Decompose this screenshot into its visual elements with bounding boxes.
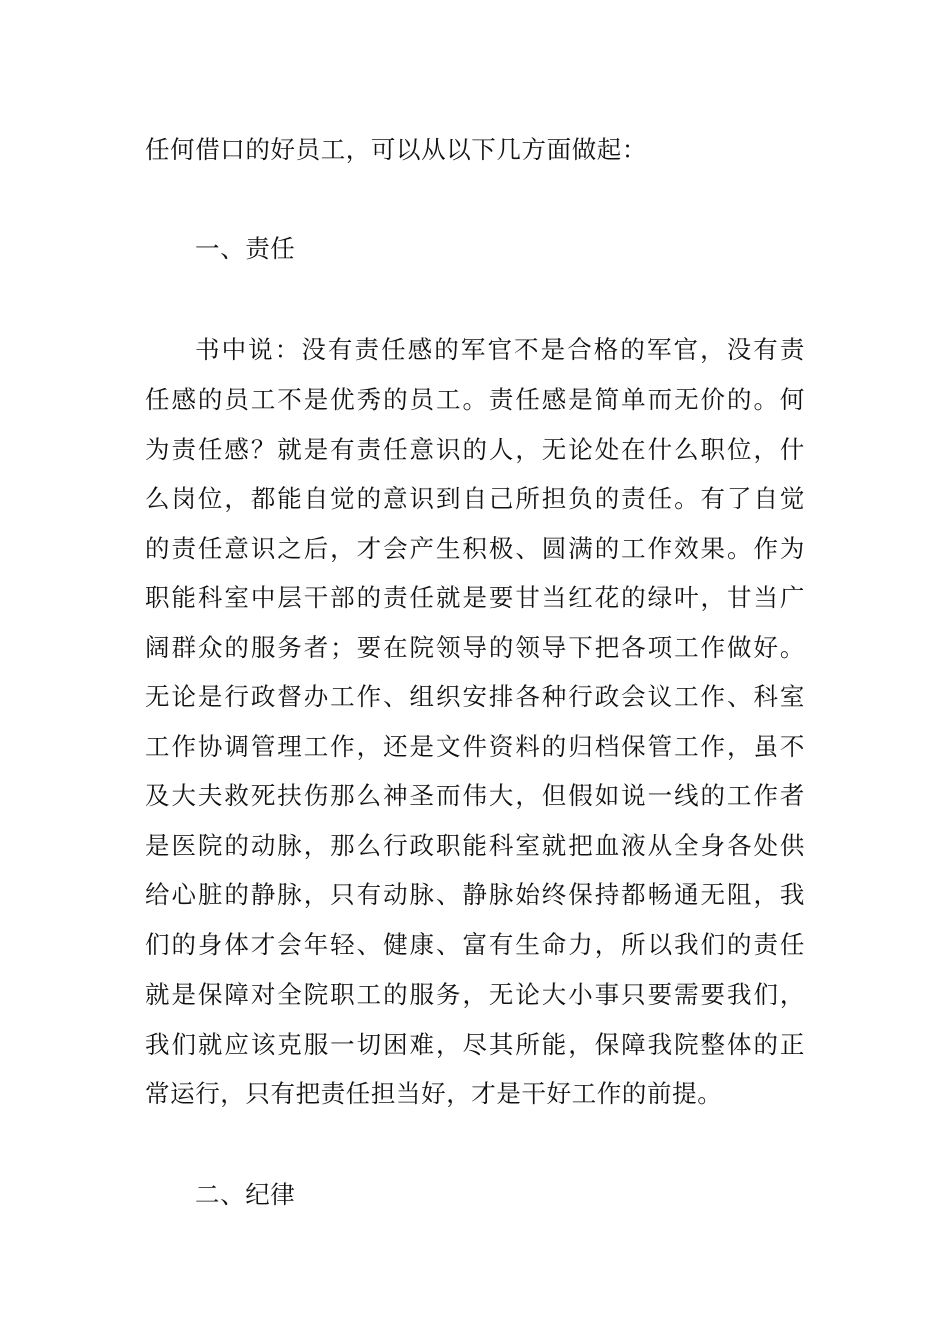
- section-heading-responsibility: 一、责任: [195, 234, 296, 263]
- paragraph-line: 是医院的动脉，那么行政职能科室就把血液从全身各处供: [145, 831, 805, 860]
- paragraph-line: 任感的员工不是优秀的员工。责任感是简单而无价的。何: [145, 385, 805, 414]
- paragraph-line: 阔群众的服务者；要在院领导的领导下把各项工作做好。: [145, 633, 805, 662]
- paragraph-line: 常运行，只有把责任担当好，才是干好工作的前提。: [145, 1079, 723, 1108]
- section-heading-discipline: 二、纪律: [195, 1180, 296, 1209]
- paragraph-line: 工作协调管理工作，还是文件资料的归档保管工作，虽不: [145, 732, 805, 761]
- paragraph-line: 的责任意识之后，才会产生积极、圆满的工作效果。作为: [145, 534, 805, 563]
- paragraph-line: 给心脏的静脉，只有动脉、静脉始终保持都畅通无阻，我: [145, 880, 805, 909]
- paragraph-line: 书中说：没有责任感的军官不是合格的军官，没有责: [195, 335, 805, 364]
- paragraph-line: 我们就应该克服一切困难，尽其所能，保障我院整体的正: [145, 1030, 805, 1059]
- paragraph-line: 们的身体才会年轻、健康、富有生命力，所以我们的责任: [145, 930, 805, 959]
- paragraph-line: 么岗位，都能自觉的意识到自己所担负的责任。有了自觉: [145, 484, 805, 513]
- paragraph-line: 就是保障对全院职工的服务，无论大小事只要需要我们，: [145, 980, 805, 1009]
- paragraph-line: 为责任感？就是有责任意识的人，无论处在什么职位，什: [145, 435, 805, 464]
- intro-line: 任何借口的好员工，可以从以下几方面做起：: [145, 135, 647, 164]
- paragraph-line: 职能科室中层干部的责任就是要甘当红花的绿叶，甘当广: [145, 583, 805, 612]
- paragraph-line: 无论是行政督办工作、组织安排各种行政会议工作、科室: [145, 682, 805, 711]
- paragraph-line: 及大夫救死扶伤那么神圣而伟大，但假如说一线的工作者: [145, 781, 805, 810]
